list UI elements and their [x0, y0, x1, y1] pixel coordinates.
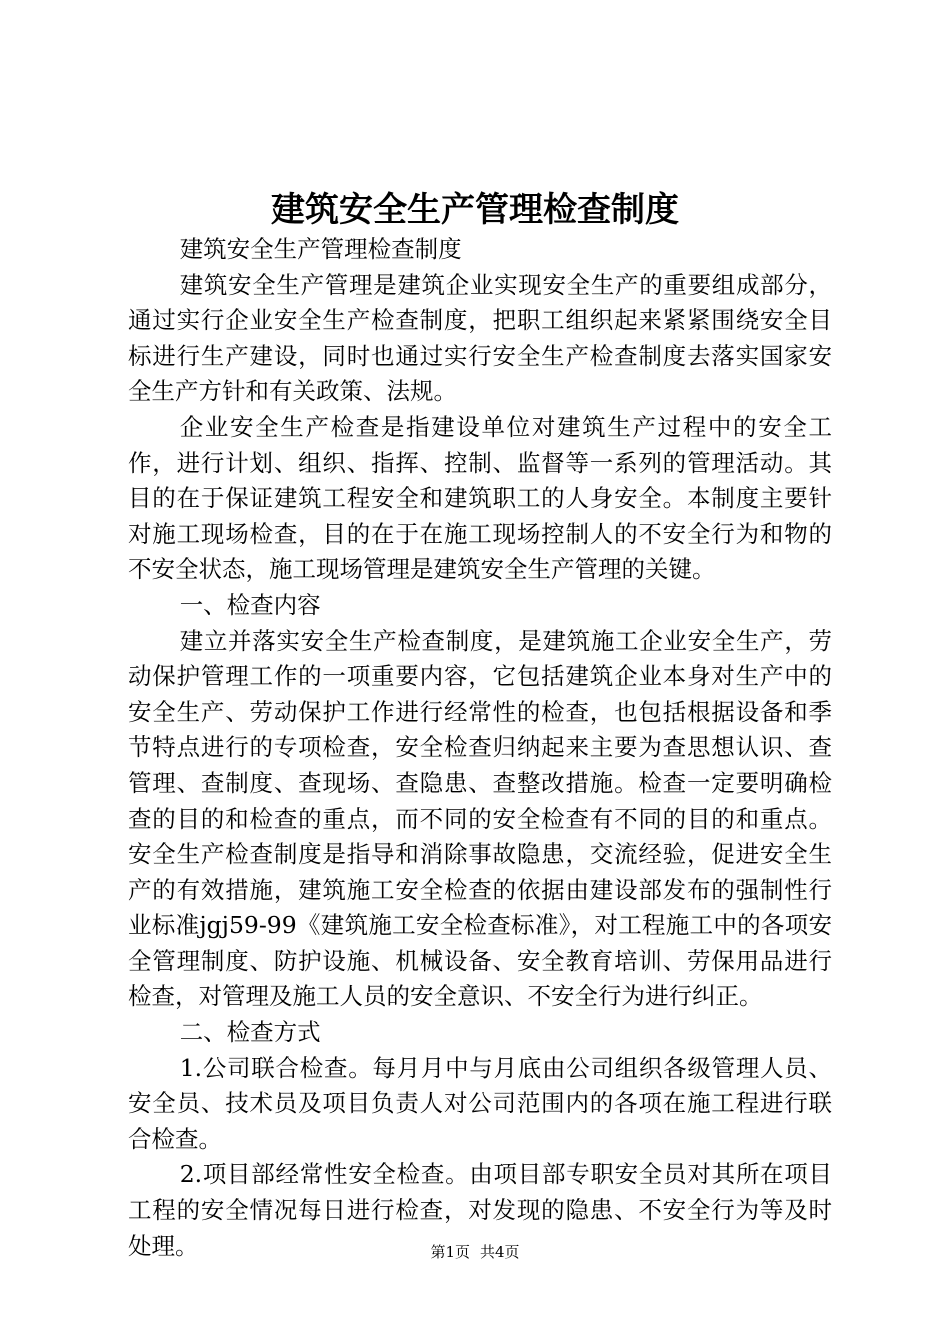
- paragraph-intro: 建筑安全生产管理是建筑企业实现安全生产的重要组成部分，通过实行企业安全生产检查制度，把职工组织起来紧紧围绕安全目标进行生产建设，同时也通过实行安全生产检查制度去落实国家安全生产方针和有关政策、法规。: [128, 270, 832, 406]
- document-title: 建筑安全生产管理检查制度: [271, 190, 679, 230]
- paragraph-method-2: 2.项目部经常性安全检查。由项目部专职安全员对其所在项目工程的安全情况每日进行检查，对发现的隐患、不安全行为等及时处理。: [128, 1160, 832, 1260]
- page-total: 共4页: [480, 1243, 520, 1261]
- page-number: 第1页: [430, 1243, 470, 1261]
- section-heading-methods: 二、检查方式: [179, 1018, 321, 1047]
- section-heading-content: 一、检查内容: [179, 590, 321, 619]
- paragraph-method-1: 1.公司联合检查。每月月中与月底由公司组织各级管理人员、安全员、技术员及项目负责人对公司范围内的各项在施工程进行联合检查。: [128, 1053, 832, 1153]
- paragraph-subtitle: 建筑安全生产管理检查制度: [179, 235, 462, 263]
- paragraph-definition: 企业安全生产检查是指建设单位对建筑生产过程中的安全工作，进行计划、组织、指挥、控制、监督等一系列的管理活动。其目的在于保证建筑工程安全和建筑职工的人身安全。本制度主要针对施工现场检查，目的在于在施工现场控制人的不安全行为和物的不安全状态，施工现场管理是建筑安全生产管理的关键。: [128, 412, 832, 584]
- document-body: [128, 232, 832, 1264]
- paragraph-content: 建立并落实安全生产检查制度，是建筑施工企业安全生产，劳动保护管理工作的一项重要内容，它包括建筑企业本身对生产中的安全生产、劳动保护工作进行经常性的检查，也包括根据设备和季节特点进行的专项检查，安全检查归纳起来主要为查思想认识、查管理、查制度、查现场、查隐患、查整改措施。检查一定要明确检查的目的和检查的重点，而不同的安全检查有不同的目的和重点。安全生产检查制度是指导和消除事故隐患，交流经验，促进安全生产的有效措施，建筑施工安全检查的依据由建设部发布的强制性行业标准jgj59-99《建筑施工安全检查标准》，对工程施工中的各项安全管理制度、防护设施、机械设备、安全教育培训、劳保用品进行检查，对管理及施工人员的安全意识、不安全行为进行纠正。: [128, 626, 832, 1011]
- page-footer: [0, 1240, 950, 1264]
